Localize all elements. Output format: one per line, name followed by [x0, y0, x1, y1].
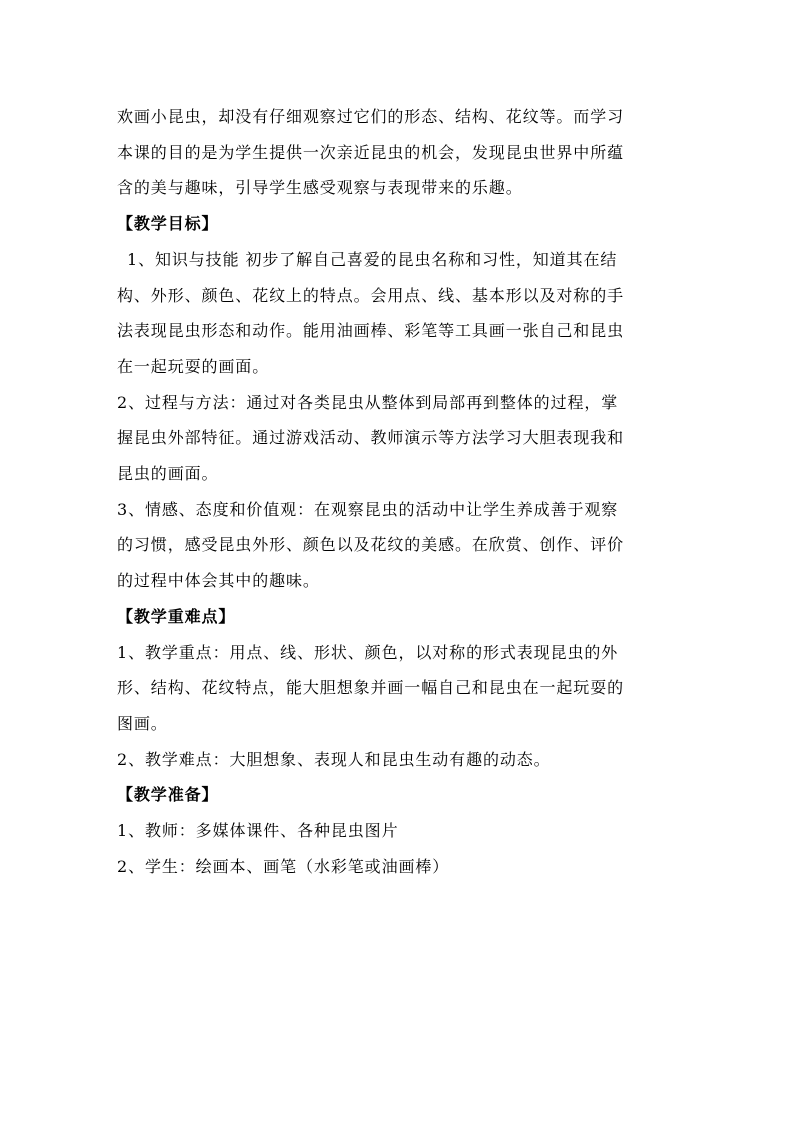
paragraph-line: 的过程中体会其中的趣味。: [117, 571, 320, 591]
paragraph-line: 法表现昆虫形态和动作。能用油画棒、彩笔等工具画一张自己和昆虫: [117, 321, 625, 341]
paragraph-line: 含的美与趣味，引导学生感受观察与表现带来的乐趣。: [117, 178, 523, 198]
paragraph-line: 昆虫的画面。: [117, 464, 219, 484]
paragraph-line: 图画。: [117, 713, 168, 733]
section-heading-preparation: 【教学准备】: [117, 785, 219, 805]
paragraph-line: 1、教学重点：用点、线、形状、颜色，以对称的形式表现昆虫的外: [117, 642, 619, 662]
paragraph-line: 在一起玩耍的画面。: [117, 356, 270, 376]
paragraph-line: 2、过程与方法：通过对各类昆虫从整体到局部再到整体的过程，掌: [117, 392, 619, 412]
paragraph-line: 本课的目的是为学生提供一次亲近昆虫的机会，发现昆虫世界中所蕴: [117, 142, 625, 162]
paragraph-line: 3、情感、态度和价值观：在观察昆虫的活动中让学生养成善于观察: [117, 499, 619, 519]
paragraph-line: 的习惯，感受昆虫外形、颜色以及花纹的美感。在欣赏、创作、评价: [117, 535, 625, 555]
section-heading-objectives: 【教学目标】: [117, 214, 219, 234]
paragraph-line: 构、外形、颜色、花纹上的特点。会用点、线、基本形以及对称的手: [117, 285, 625, 305]
section-heading-key-points: 【教学重难点】: [117, 606, 236, 626]
paragraph-line: 1、教师：多媒体课件、各种昆虫图片: [117, 821, 399, 841]
paragraph-line: 握昆虫外部特征。通过游戏活动、教师演示等方法学习大胆表现我和: [117, 428, 625, 448]
paragraph-line: 2、教学难点：大胆想象、表现人和昆虫生动有趣的动态。: [117, 749, 551, 769]
paragraph-line: 2、学生：绘画本、画笔（水彩笔或油画棒）: [117, 856, 450, 876]
paragraph-line: 形、结构、花纹特点，能大胆想象并画一幅自己和昆虫在一起玩耍的: [117, 678, 625, 698]
paragraph-line: 欢画小昆虫，却没有仔细观察过它们的形态、结构、花纹等。而学习: [117, 107, 625, 126]
paragraph-line: 1、知识与技能 初步了解自己喜爱的昆虫名称和习性，知道其在结: [127, 249, 618, 269]
